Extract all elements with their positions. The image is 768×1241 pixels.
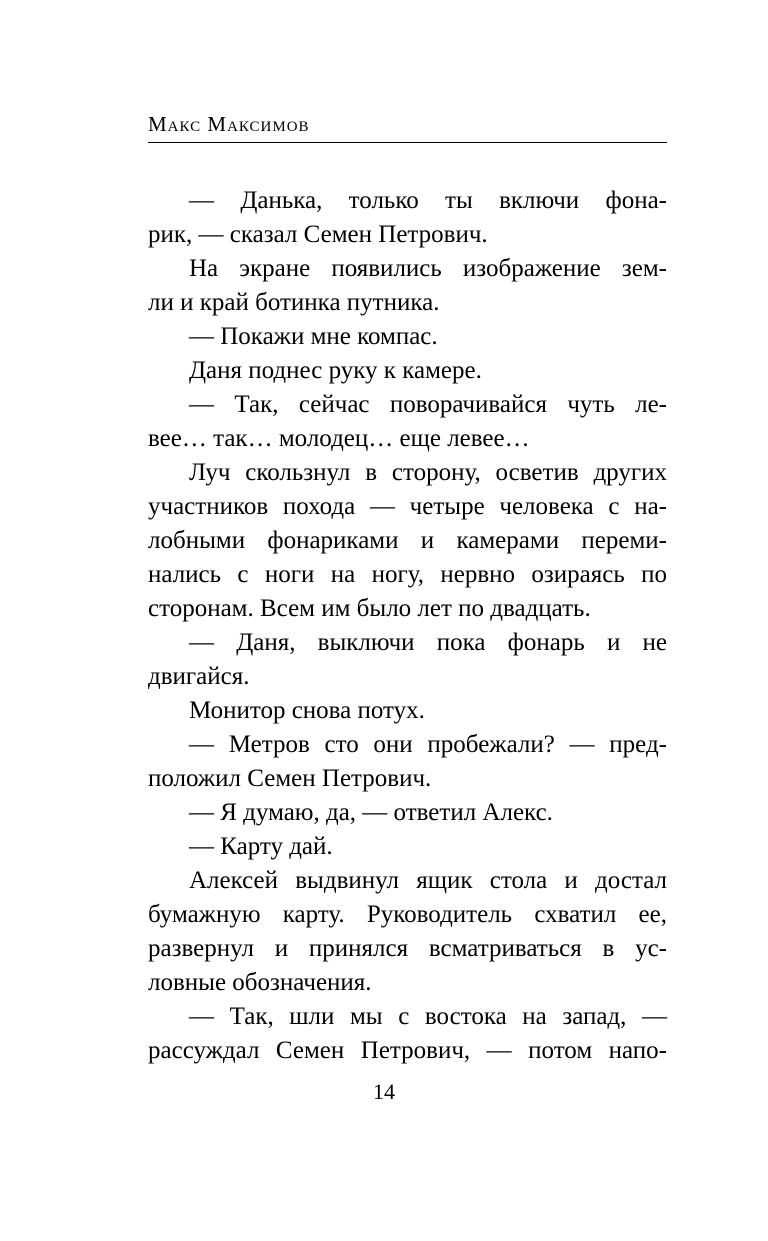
text-line: — Карту дай. xyxy=(189,833,333,860)
running-head: Макс Максимов xyxy=(148,112,310,136)
text-line: рассуждал Семен Петрович, — потом напо- xyxy=(148,1037,667,1064)
header-rule xyxy=(148,142,667,143)
text-line: Даня поднес руку к камере. xyxy=(189,357,482,384)
text-line: нались с ноги на ногу, нервно озираясь по xyxy=(148,561,667,588)
text-line: рик, — сказал Семен Петрович. xyxy=(148,221,488,248)
text-line: ли и край ботинка путника. xyxy=(148,289,440,316)
text-line: — Так, сейчас поворачивайся чуть ле- xyxy=(189,391,667,418)
text-line: двигайся. xyxy=(148,663,250,690)
text-line: — Даня, выключи пока фонарь и не xyxy=(189,629,667,656)
text-line: вее… так… молодец… еще левее… xyxy=(148,425,530,452)
text-line: На экране появились изображение зем- xyxy=(189,255,667,282)
text-line: бумажную карту. Руководитель схватил ее, xyxy=(148,901,667,928)
text-line: Монитор снова потух. xyxy=(189,697,425,724)
page-number: 14 xyxy=(373,1079,395,1104)
text-line: ловные обозначения. xyxy=(148,969,372,996)
text-line: — Данька, только ты включи фона- xyxy=(189,187,667,214)
text-line: положил Семен Петрович. xyxy=(148,765,432,792)
text-line: Алексей выдвинул ящик стола и достал xyxy=(189,867,667,894)
text-line: — Я думаю, да, — ответил Алекс. xyxy=(189,799,553,826)
text-line: сторонам. Всем им было лет по двадцать. xyxy=(148,595,591,622)
text-line: — Так, шли мы с востока на запад, — xyxy=(189,1003,667,1030)
text-line: лобными фонариками и камерами переми- xyxy=(148,527,667,554)
text-line: — Покажи мне компас. xyxy=(189,323,438,350)
text-line: участников похода — четыре человека с на- xyxy=(148,493,667,520)
text-line: — Метров сто они пробежали? — пред- xyxy=(189,731,667,758)
text-line: Луч скользнул в сторону, осветив других xyxy=(189,459,667,486)
text-line: развернул и принялся всматриваться в ус- xyxy=(148,935,667,962)
